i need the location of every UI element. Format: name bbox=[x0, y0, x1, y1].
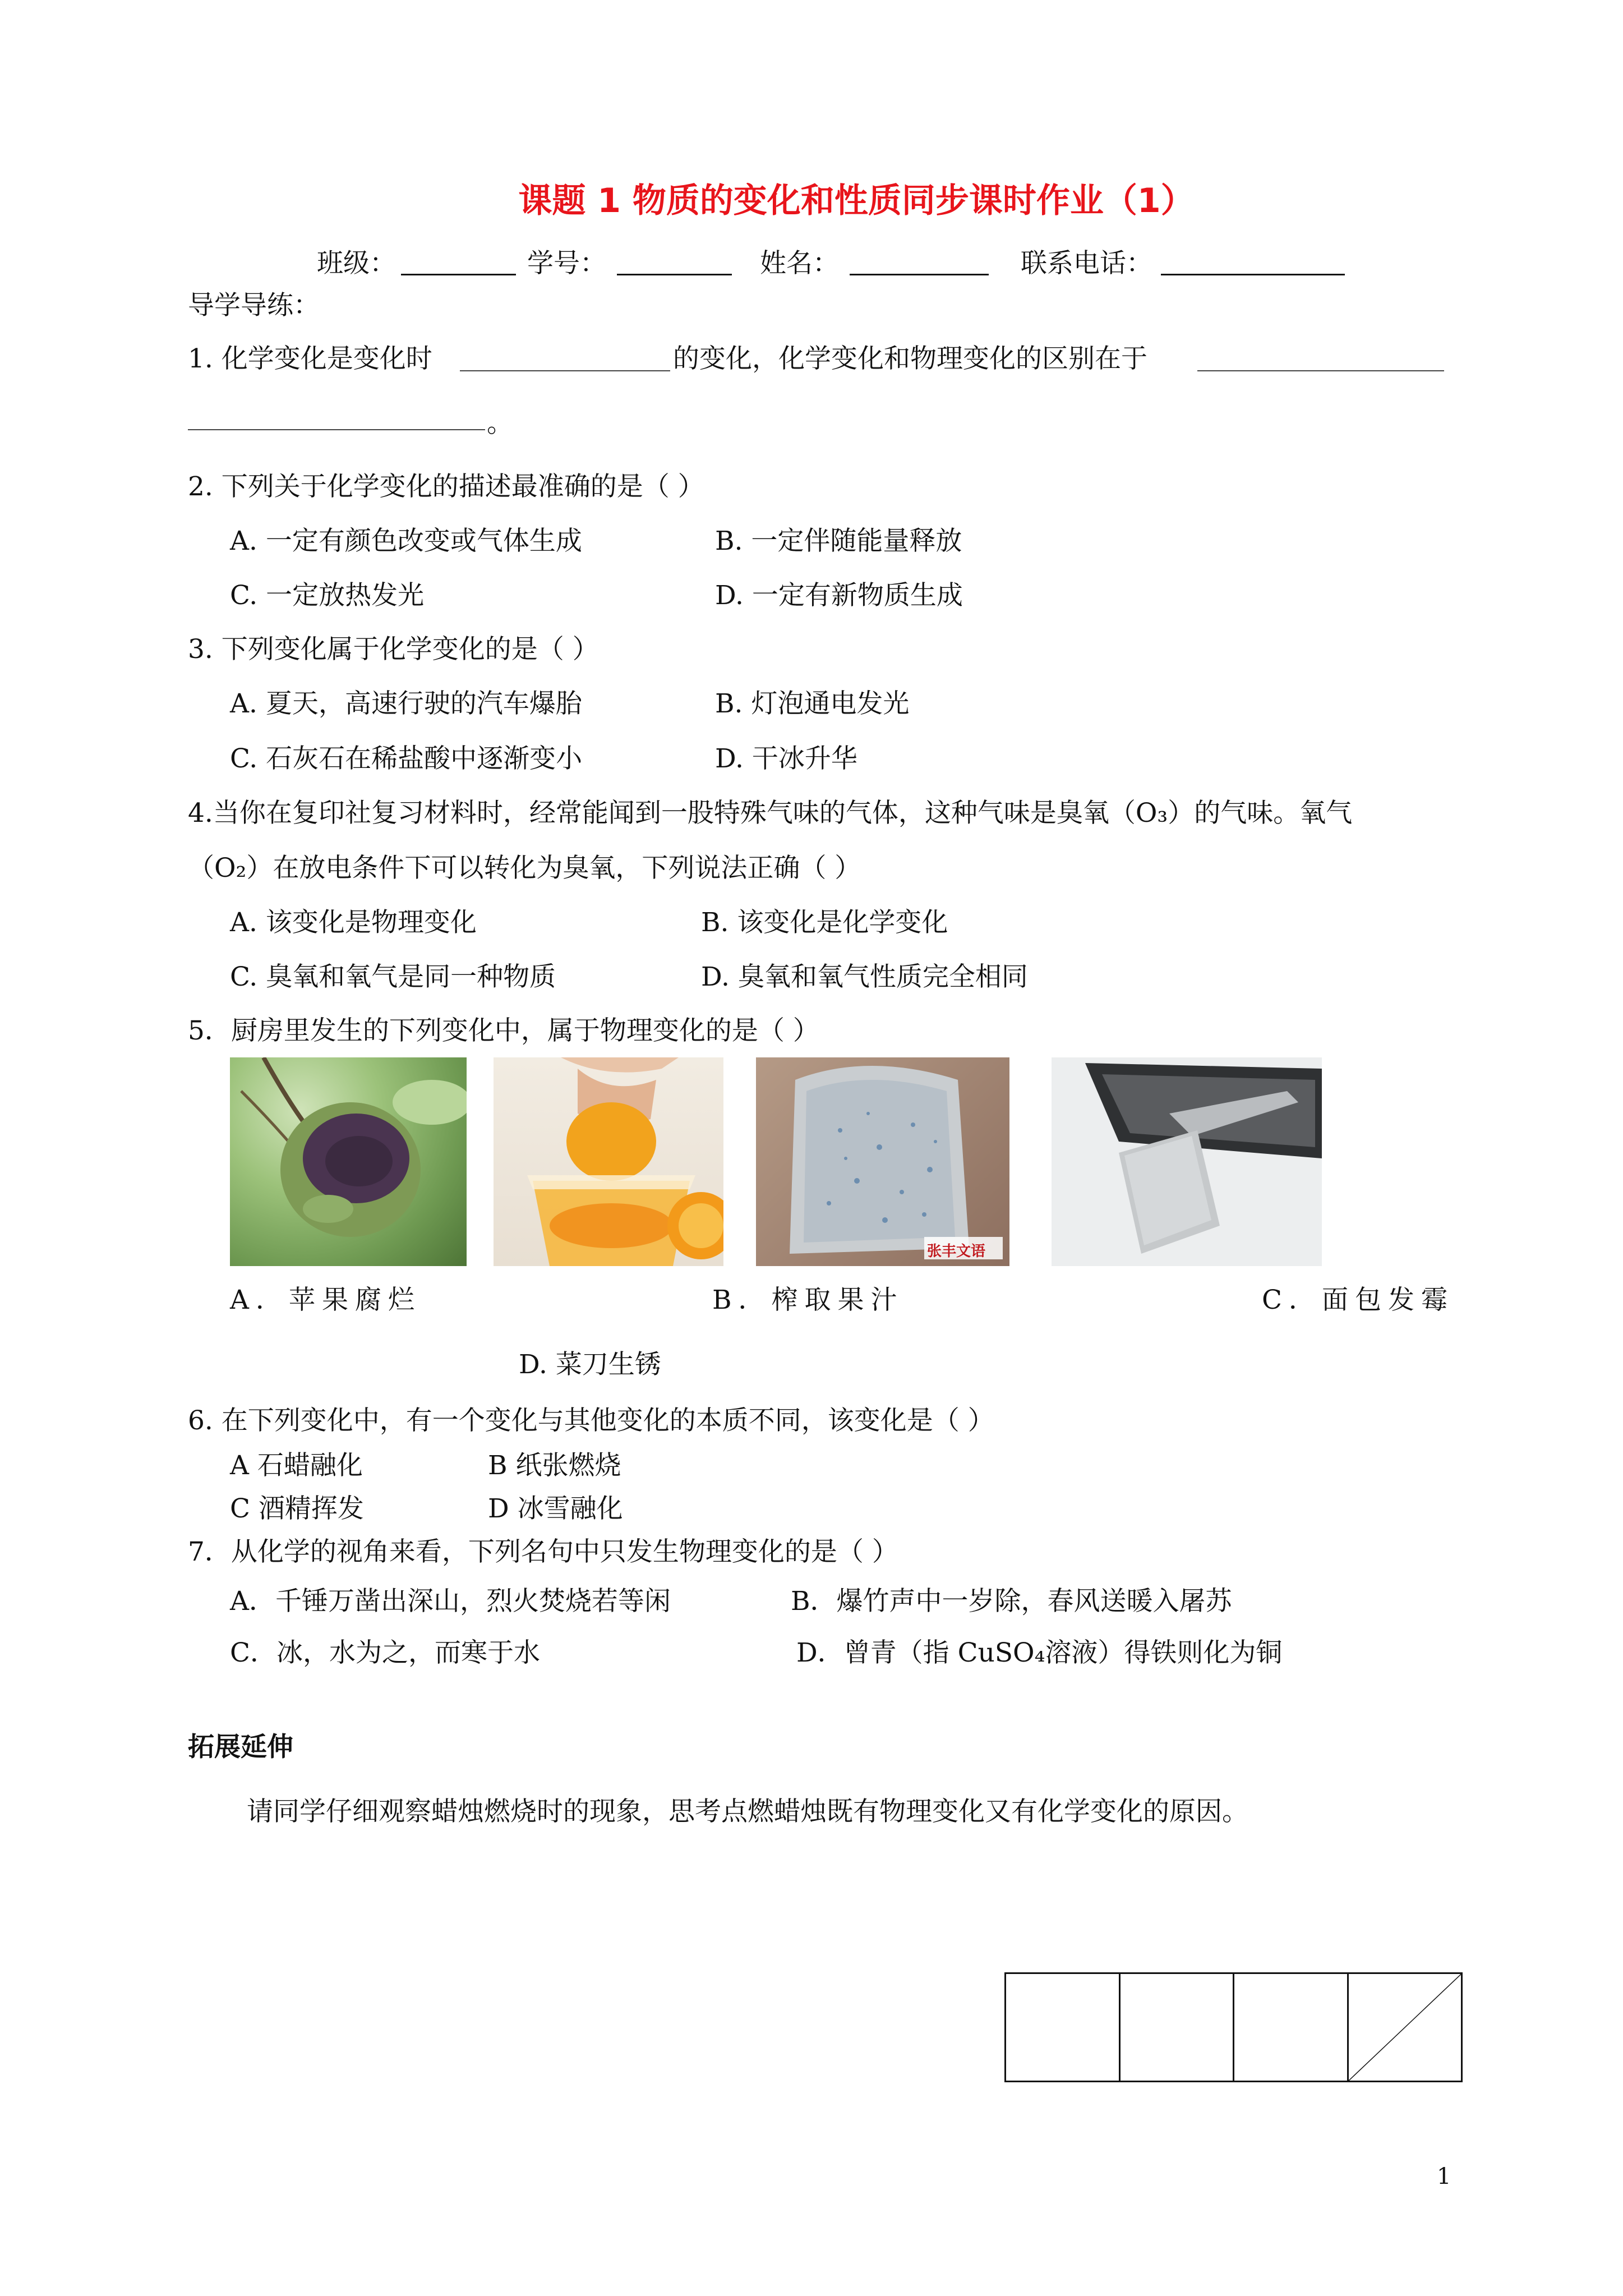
q7-option-c: C．冰，水为之，而寒于水 bbox=[230, 1637, 540, 1668]
q1-part-b: 的变化，化学变化和物理变化的区别在于 bbox=[673, 343, 1147, 374]
q1-part-c: 。 bbox=[487, 408, 513, 439]
section-guide: 导学导练： bbox=[188, 290, 320, 321]
q2-stem: 2. 下列关于化学变化的描述最准确的是（ ） bbox=[188, 471, 704, 502]
q3-stem: 3. 下列变化属于化学变化的是（ ） bbox=[188, 634, 599, 665]
q5-option-d: D. 菜刀生锈 bbox=[519, 1349, 661, 1380]
score-cell-diagonal bbox=[1349, 1974, 1461, 2081]
bread-watermark: 张丰文语 bbox=[927, 1243, 986, 1260]
q2-option-c: C. 一定放热发光 bbox=[230, 580, 425, 611]
q5-option-b: B．榨取果汁 bbox=[712, 1285, 904, 1315]
q7-option-d: D．曾青（指 CuSO₄溶液）得铁则化为铜 bbox=[796, 1637, 1283, 1668]
id-label: 学号： bbox=[527, 248, 606, 279]
extension-text: 请同学仔细观察蜡烛燃烧时的现象，思考点燃蜡烛既有物理变化又有化学变化的原因。 bbox=[247, 1796, 1248, 1827]
score-grid bbox=[1004, 1972, 1463, 2082]
q7-option-a: A．千锤万凿出深山，烈火焚烧若等闲 bbox=[230, 1586, 671, 1617]
score-cell-1[interactable] bbox=[1006, 1974, 1121, 2081]
q6-option-b: B 纸张燃烧 bbox=[488, 1450, 621, 1481]
name-blank[interactable] bbox=[850, 274, 989, 275]
q3-option-d: D. 干冰升华 bbox=[715, 743, 857, 774]
rotten-fruit-image bbox=[230, 1057, 467, 1266]
class-blank[interactable] bbox=[401, 274, 516, 275]
q7-stem: 7．从化学的视角来看，下列名句中只发生物理变化的是（ ） bbox=[188, 1536, 898, 1567]
q2-option-b: B. 一定伴随能量释放 bbox=[715, 526, 962, 556]
q2-option-d: D. 一定有新物质生成 bbox=[715, 580, 963, 611]
q4-option-b: B. 该变化是化学变化 bbox=[701, 907, 948, 938]
page-number: 1 bbox=[1437, 2164, 1451, 2189]
q6-stem: 6. 在下列变化中，有一个变化与其他变化的本质不同，该变化是（ ） bbox=[188, 1405, 994, 1436]
q1-blank-2[interactable] bbox=[1197, 370, 1444, 371]
q5-stem: 5．厨房里发生的下列变化中，属于物理变化的是（ ） bbox=[188, 1015, 819, 1046]
id-blank[interactable] bbox=[617, 274, 732, 275]
kitchen-knife-image bbox=[1052, 1057, 1322, 1266]
q3-option-c: C. 石灰石在稀盐酸中逐渐变小 bbox=[230, 743, 583, 774]
score-cell-2[interactable] bbox=[1121, 1974, 1235, 2081]
q5-option-c: C．面包发霉 bbox=[1262, 1285, 1454, 1315]
page-title: 课题 1 物质的变化和性质同步课时作业（1） bbox=[518, 181, 1195, 220]
q3-option-a: A. 夏天，高速行驶的汽车爆胎 bbox=[230, 688, 582, 719]
q4-line-2: （O₂）在放电条件下可以转化为臭氧，下列说法正确（ ） bbox=[188, 853, 861, 884]
score-cell-3[interactable] bbox=[1234, 1974, 1349, 2081]
q6-option-c: C 酒精挥发 bbox=[230, 1493, 364, 1524]
q4-option-a: A. 该变化是物理变化 bbox=[230, 907, 477, 938]
phone-blank[interactable] bbox=[1161, 274, 1345, 275]
q2-option-a: A. 一定有颜色改变或气体生成 bbox=[230, 526, 582, 556]
extension-heading: 拓展延伸 bbox=[188, 1732, 293, 1763]
class-label: 班级： bbox=[317, 248, 396, 279]
q1-blank-3[interactable] bbox=[188, 429, 485, 430]
q4-line-1: 4.当你在复印社复习材料时，经常能闻到一股特殊气味的气体，这种气味是臭氧（O₃）的气味。氧气 bbox=[188, 798, 1353, 829]
q1-part-a: 1. 化学变化是变化时 bbox=[188, 343, 432, 374]
name-label: 姓名： bbox=[760, 248, 839, 279]
phone-label: 联系电话： bbox=[1021, 248, 1152, 279]
q6-option-a: A 石蜡融化 bbox=[230, 1450, 363, 1481]
q6-option-d: D 冰雪融化 bbox=[488, 1493, 623, 1524]
q1-blank-1[interactable] bbox=[460, 370, 670, 371]
q4-option-d: D. 臭氧和氧气性质完全相同 bbox=[701, 961, 1028, 992]
q3-option-b: B. 灯泡通电发光 bbox=[715, 688, 910, 719]
juicer-image bbox=[494, 1057, 723, 1266]
q4-option-c: C. 臭氧和氧气是同一种物质 bbox=[230, 961, 556, 992]
moldy-bread-image bbox=[756, 1057, 1009, 1266]
q5-option-a: A．苹果腐烂 bbox=[230, 1285, 421, 1315]
q7-option-b: B．爆竹声中一岁除，春风送暖入屠苏 bbox=[791, 1586, 1232, 1617]
